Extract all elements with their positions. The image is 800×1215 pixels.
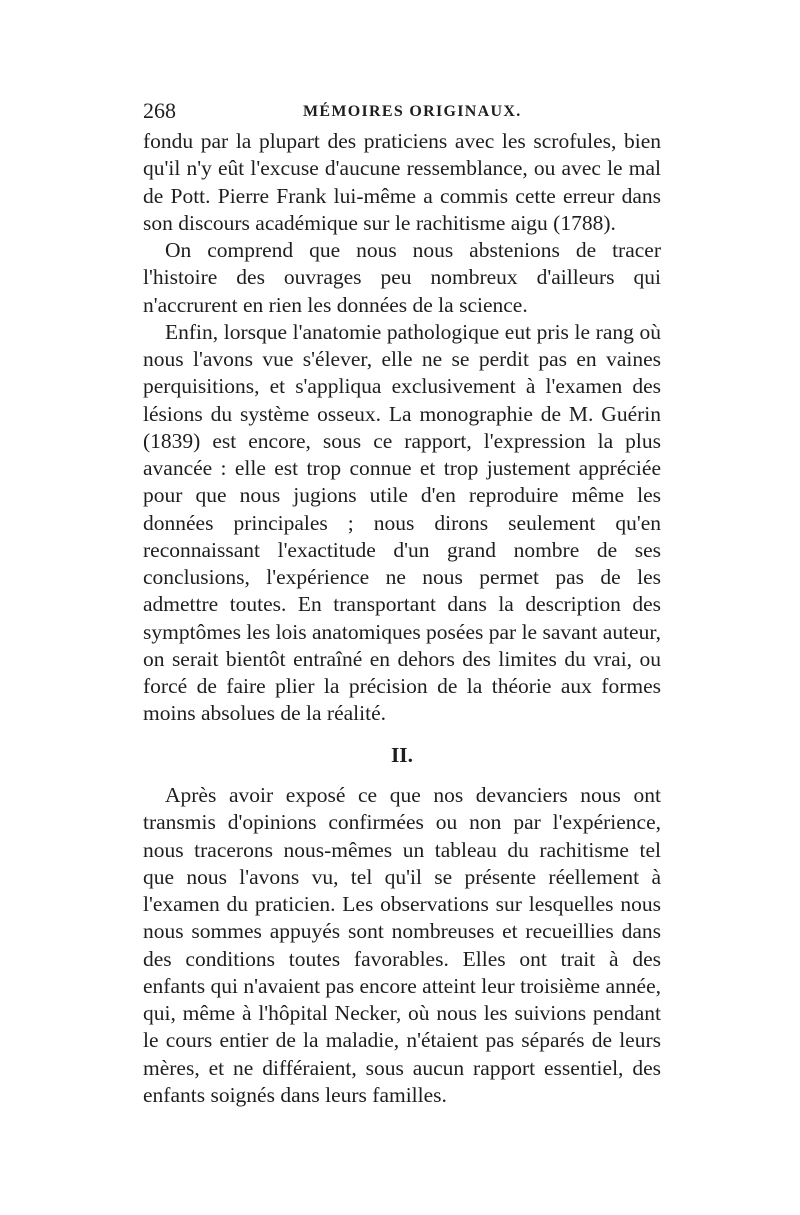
paragraph: On comprend que nous nous abstenions de tracer l'histoire des ouvrages peu nombreux d'ailleurs qui n'accrurent en rien les données de la science. [143, 238, 661, 317]
page-number: 268 [143, 98, 176, 123]
running-title: MÉMOIRES ORIGINAUX. [303, 103, 522, 120]
paragraph: Enfin, lorsque l'anatomie pathologique eut pris le rang où nous l'avons vue s'élever, elle ne se perdit pas en vaines perquisitions, et s'appliqua exclusivement à l'examen des lésions du système osseux. La monographie de M. Guérin (1839) est encore, sous ce rapport, l'expression la plus avancée : elle est trop connue et trop justement appréciée pour que nous jugions utile d'en reproduire même les données principales ; nous dirons seulement qu'en reconnaissant l'exactitude d'un grand nombre de ses conclusions, l'expérience ne nous permet pas de les admettre toutes. En transportant dans la description des symptômes les lois anatomiques posées par le savant auteur, on serait bientôt entraîné en dehors des limites du vrai, ou forcé de faire plier la précision de la théorie aux formes moins absolues de la réalité. [143, 319, 662, 726]
paragraph: Après avoir exposé ce que nos devanciers nous ont transmis d'opinions confirmées ou non par l'expérience, nous tracerons nous-mêmes un tableau du rachitisme tel que nous l'avons vu, tel qu'il se présente réellement à l'examen du praticien. Les observations sur lesquelles nous nous sommes appuyés sont nombreuses et recueillies dans des conditions toutes favorables. Elles ont trait à des enfants qui n'avaient pas encore atteint leur troisième année, qui, même à l'hôpital Necker, où nous les suivions pendant le cours entier de la maladie, n'étaient pas séparés de leurs mères, et ne différaient, sous aucun rapport essentiel, des enfants soignés dans leurs familles. [143, 783, 661, 1107]
paragraph: fondu par la plupart des praticiens avec les scrofules, bien qu'il n'y eût l'excuse d'aucune ressemblance, ou avec le mal de Pott. Pierre Frank lui-même a commis cette erreur dans son discours académique sur le rachitisme aigu (1788). [143, 129, 661, 235]
running-head [143, 96, 661, 126]
section-heading: II. [390, 742, 414, 767]
body-text [143, 128, 661, 1109]
